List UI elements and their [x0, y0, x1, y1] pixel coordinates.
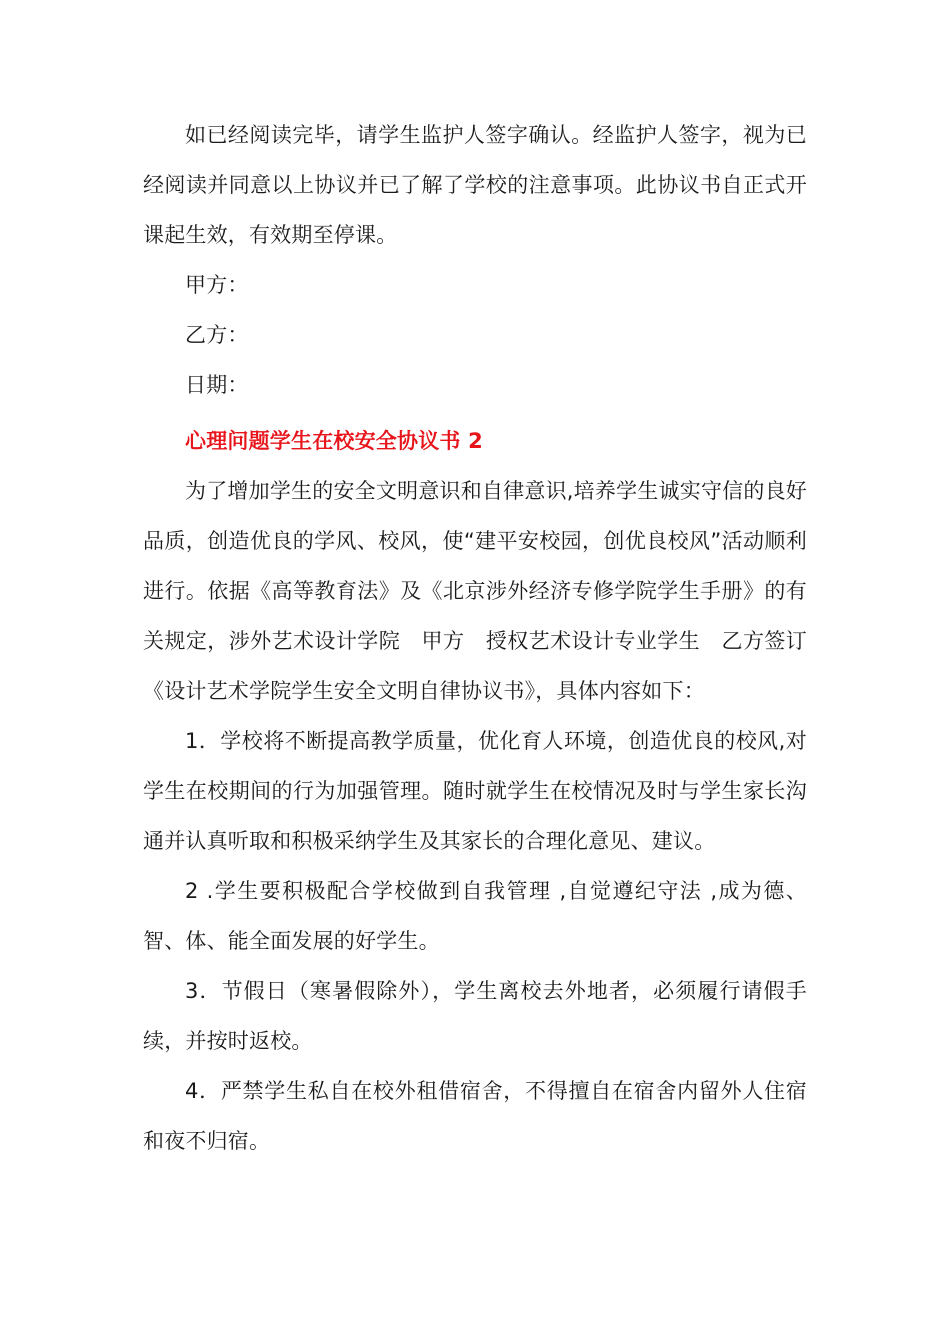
date-label: 日期：	[185, 373, 249, 397]
paragraph-item-4: 4．严禁学生私自在校外租借宿舍，不得擅自在宿舍内留外人住宿和夜不归宿。	[143, 1079, 807, 1153]
paragraph-preamble: 为了增加学生的安全文明意识和自律意识,培养学生诚实守信的良好品质，创造优良的学风、校风，使“建平安校园，创优良校风”活动顺利进行。依据《高等教育法》及《北京涉外经济专修学院学生手册》的有关规定，涉外艺术设计学院 甲方 授权艺术设计专业学生 乙方签订《设计艺术学院学生安全文明自律协议书》，具体内容如下：	[143, 479, 807, 703]
paragraph-item-2: 2 .学生要积极配合学校做到自我管理 ,自觉遵纪守法 ,成为德、智、体、能全面发展的好学生。	[143, 879, 807, 953]
section-heading: 心理问题学生在校安全协议书 2	[185, 429, 483, 453]
paragraph-item-1: 1．学校将不断提高教学质量，优化育人环境，创造优良的校风,对学生在校期间的行为加强管理。随时就学生在校情况及时与学生家长沟通并认真听取和积极采纳学生及其家长的合理化意见、建议。	[143, 729, 807, 853]
intro-paragraph: 如已经阅读完毕，请学生监护人签字确认。经监护人签字，视为已经阅读并同意以上协议并已了解了学校的注意事项。此协议书自正式开课起生效，有效期至停课。	[143, 123, 807, 247]
party-a-label: 甲方：	[185, 273, 249, 297]
party-b-label: 乙方：	[185, 323, 249, 347]
paragraph-item-3: 3．节假日（寒暑假除外），学生离校去外地者，必须履行请假手续，并按时返校。	[143, 979, 807, 1053]
document-body	[143, 110, 807, 1166]
